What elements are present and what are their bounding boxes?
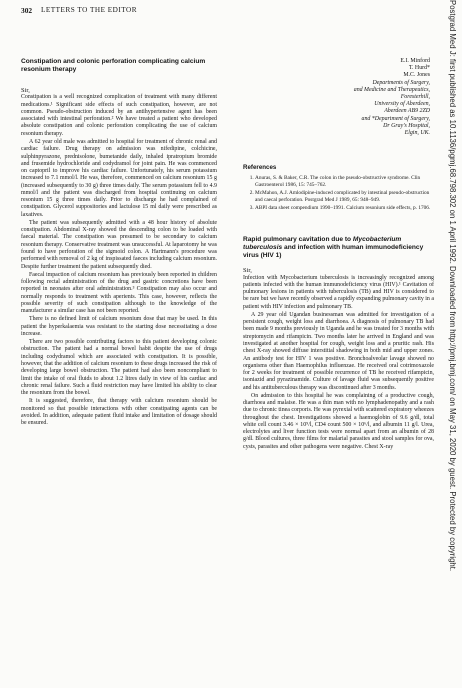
affiliation-line: and *Department of Surgery, [361,115,430,122]
author-name: M.C. Jones [403,72,430,79]
running-header [21,6,401,18]
reference-item: 3. ABPI data sheet compendium 1990–1991. Calcium resonium side effects, p. 1706. [255,205,434,212]
affiliation-line: University of Aberdeen, [374,101,430,108]
article1-title: Constipation and colonic perforation complicating calcium resonium therapy [21,58,206,74]
affiliation-line: Departments of Surgery, [372,79,430,86]
copyright-side-strip: Postgrad Med J: first published as 10.1136/pgmj.68.798.302 on 1 April 1992. Downloaded from http://pmj.bmj.com/ on May 31, 2020 by guest. Protected by copyright. [448,0,457,572]
reference-item: 1. Anuras, S. & Baker, C.R. The colon in the pseudo-obstructive syndrome. Clin Gastroenterol 1986, 15: 745–762. [255,175,434,188]
article1-paragraph: The patient was subsequently admitted with a 48 hour history of absolute constipation. Abdominal X-ray showed the descending colon to be loaded with faecal material. The constipation was presumed to be secondary to calcium resonium therapy. Conservative treatment was unsuccessful. At laparotomy he was found to have perforation of the sigmoid colon. A Hartmann's procedure was performed with removal of 2 kg of inspissated faeces including calcium resonium. Despite further treatment the patient subsequently died. [21,219,217,270]
left-column [21,58,217,428]
article2-salutation: Sir, [243,266,252,274]
article2-paragraph: On admission to this hospital he was complaining of a productive cough, diarrhoea and malaise. He was a thin man with no lymphadenopathy and a rash due to chronic tinea corporis. He was pyrexial with scattered expiratory wheezes throughout the chest. Investigations showed a haemoglobin of 9.6 g/dl, total white cell count 3.46 × 10⁹/l, CD4 count 500 × 10⁶/l, and albumin 11 g/l. Urea, electrolytes and liver function tests were normal apart from an albumin of 28 g/dl. Blood cultures, three films for malarial parasites and stool samples for ova, cysts, parasites and other pathogens were negative. Chest X-ray [243,392,434,450]
reference-item: 2. McMahon, A.J. Amlodipine-induced complicated by intestinal pseudo-obstruction and caecal perforation. Postgrad Med J 1989, 65: 948–949. [255,190,434,203]
article2-title [243,236,434,261]
references-list [243,175,434,212]
article1-paragraph: A 62 year old male was admitted to hospital for treatment of chronic renal and cardiac failure. Drug therapy on admission was nifedipine, colchicine, sulphinpyrazone, prednisolone, bumetanide daily, inhaled ipratropium bromide and frusemide hydrochloride and codydramol for joint pain. He was commenced on captopril to improve his cardiac failure. Unfortunately, his serum potassium increased to 7.1 mmol/l. He was, therefore, commenced on calcium resonium 15 g (increased subsequently to 30 g) three times daily. The serum potassium fell to 4.9 mmol/l and the patient was discharged from hospital continuing on calcium resonium 15 g three times daily. Prior to discharge he had complained of constipation. Glycerol suppositories and lactulose 15 ml daily were prescribed as laxatives. [21,139,217,218]
affiliation-line: Foresterhill, [400,94,430,101]
article1-signature-block [312,58,430,137]
page-number: 302 [21,6,33,15]
affiliation-line: Elgin, UK. [404,130,430,137]
affiliation-line: and Medicine and Therapeutics, [353,86,430,93]
article2-paragraph: A 29 year old Ugandan businessman was admitted for investigation of a persistent cough, weight loss and diarrhoea. A diagnosis of pulmonary TB had been made 9 months previously in Uganda and he was treated for 3 months with streptomycin and rifampicin. Two months later he arrived in England and was investigated at another hospital for cough, weight loss and a pruritic rash. His chest X-ray showed diffuse interstitial shadowing in both mid and upper zones. An antibody test for HIV 1 was positive. Bronchoalveolar lavage showed no organisms other than Haemophilus influenzae. He received oral cotrimoxazole for 2 weeks for treatment of possible recurrence of TB he received rifampicin, isoniazid and pyrazinamide. Culture of lavage fluid was subsequently positive and his antituberculous therapy was discontinued after 3 months. [243,311,434,391]
article2-title-italic: Mycobacterium tuberculosis [243,236,402,252]
references-heading: References [243,164,277,171]
article1-paragraph: It is suggested, therefore, that therapy with calcium resonium should be monitored so that possible interactions with other constipating agents can be avoided. In addition, adequate patient fluid intake and limitation of dosage should be ensured. [21,398,217,427]
article1-salutation: Sir, [21,87,30,95]
article2-title-part1: Rapid pulmonary cavitation due to [243,236,353,243]
author-name: T. Hurd* [408,65,430,72]
affiliation-line: Aberdeen AB9 2ZD [384,108,430,115]
article2-title-part2: and infection with human immunodeficiency virus (HIV 1) [243,244,424,260]
article2 [243,236,434,452]
article1-paragraph: There is no defined limit of calcium resonium dose that may be used. In this patient the hyperkalaemia was resistant to the starting dose necessitating a dose increase. [21,316,217,337]
article2-paragraph: Infection with Mycobacterium tuberculosis is increasingly recognized among patients infected with the human immunodeficiency virus (HIV).¹ Cavitation of pulmonary lesions in patients with tuberculosis (TB) and HIV is considered to be rare but we have recently observed a rapidly expanding pulmonary cavity in a patient with HIV infection and pulmonary TB. [243,274,434,310]
running-title: LETTERS TO THE EDITOR [41,6,138,14]
article1-paragraph: Faecal impaction of calcium resonium has previously been reported in children following rectal administration of the drug and gastric concretions have been reported in neonates after oral administration.³ Constipation may also occur and normally responds to treatment with aperients. This case, however, reflects the possible severity of such constipation although to the knowledge of the manufacturer a similar case has not been reported. [21,271,217,315]
references-section [243,164,434,214]
author-name: E.I. Minford [400,58,430,64]
article1-paragraph: Constipation is a well recognized complication of treatment with many different medications.¹ Significant side effects of such constipation, however, are not common. Pseudo-obstruction induced by an antihypertensive agent has been associated with intestinal perforation.² We have treated a patient who developed absolute constipation and colonic perforation complicating the use of calcium resonium therapy. [21,94,217,137]
affiliation-line: Dr Gray's Hospital, [383,122,430,129]
article1-paragraph: There are two possible contributing factors to this patient developing colonic obstruction. The patient had a normal bowel habit despite the use of drugs including codydramol which are associated with constipation. It is possible, however, that the addition of calcium resonium to these drugs increased the risk of developing large bowel obstruction. The patient had also been noncompliant to limit the intake of oral fluids to about 1.2 litres daily in view of his cardiac and chronic renal failure. Such a fluid restriction may have limited his ability to clear the resonium from the bowel. [21,339,217,397]
